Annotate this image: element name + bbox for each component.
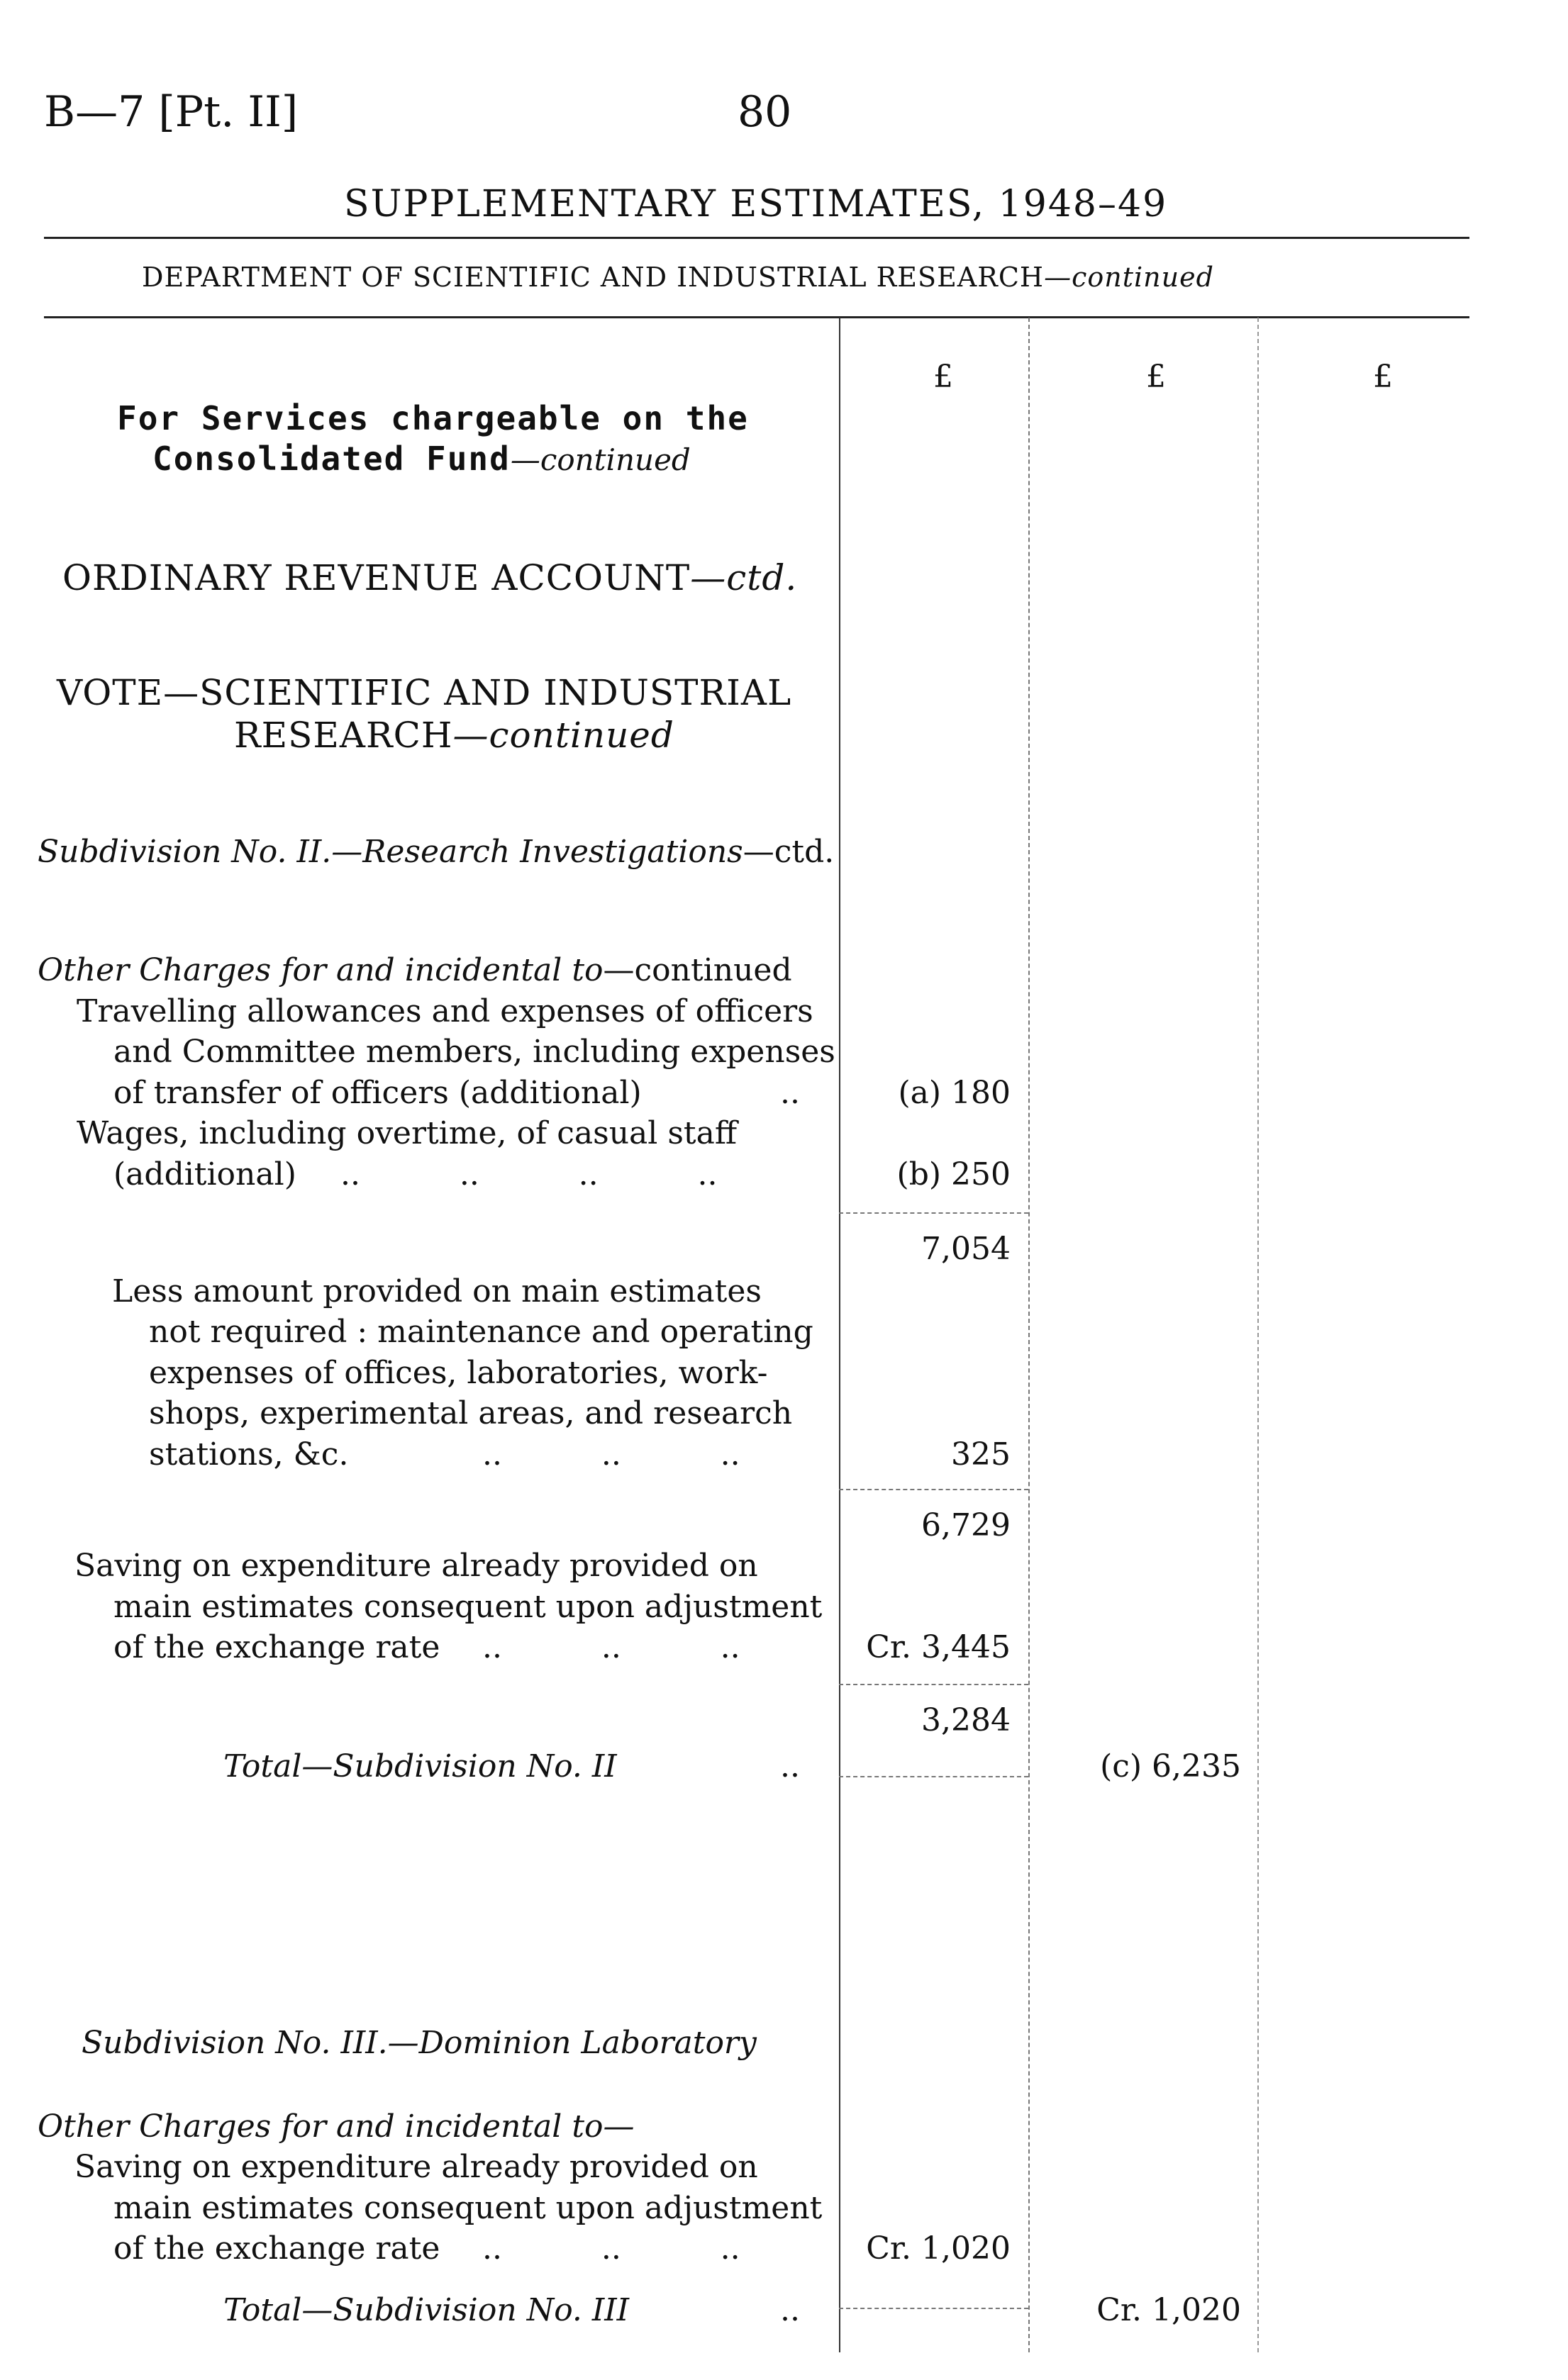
subdivision-2-suffix: —ctd. (743, 834, 835, 870)
saving-dots: .. .. .. (482, 1629, 740, 1665)
subdivision-3-other-charges: Other Charges for and incidental to— (38, 2108, 635, 2145)
wages-amount: (b) 250 (896, 1156, 1011, 1192)
header-rule (44, 316, 1469, 318)
other-charges-heading (38, 952, 792, 988)
saving-line-2: main estimates consequent upon adjustment (113, 1589, 823, 1625)
subdivision-3-saving-line-1: Saving on expenditure already provided on (74, 2149, 758, 2185)
subdivision-2-title: Subdivision No. II.—Research Investigations (38, 834, 743, 870)
total-subdivision-3-amount: Cr. 1,020 (1096, 2292, 1241, 2328)
less-line-4: shops, experimental areas, and research (149, 1395, 793, 1431)
subtotal-1: 7,054 (921, 1231, 1011, 1267)
services-fund: Consolidated Fund (152, 440, 511, 478)
subdivision-3-saving-dots: .. .. .. (482, 2230, 740, 2267)
less-line-1: Less amount provided on main estimates (112, 1273, 762, 1309)
department-name: DEPARTMENT OF SCIENTIFIC AND INDUSTRIAL RESEARCH (142, 262, 1045, 293)
other-charges-label: Other Charges for and incidental to (38, 952, 604, 988)
travel-line-2: and Committee members, including expenses (113, 1034, 835, 1070)
vote-name: RESEARCH (234, 715, 453, 756)
subdivision-3-saving-line-2: main estimates consequent upon adjustment (113, 2190, 823, 2226)
vote-heading-line-2 (234, 715, 674, 756)
column-2-heading: £ (1146, 359, 1166, 395)
wages-line-2: (additional) (113, 1156, 296, 1192)
services-heading-line-1: For Services chargeable on the (117, 399, 749, 437)
less-line-3: expenses of offices, laboratories, work- (149, 1355, 768, 1391)
subdivision-2-heading (38, 834, 835, 870)
total-subdivision-2-amount: (c) 6,235 (1100, 1748, 1241, 1784)
total-rule-subdivision-2 (839, 1776, 1028, 1777)
total-rule-subdivision-3 (839, 2308, 1028, 2309)
wages-line-1: Wages, including overtime, of casual staff (77, 1115, 738, 1151)
less-line-2: not required : maintenance and operating (149, 1314, 813, 1350)
saving-amount: Cr. 3,445 (866, 1629, 1011, 1665)
account-name: ORDINARY REVENUE ACCOUNT (62, 557, 691, 598)
travel-line-1: Travelling allowances and expenses of officers (77, 993, 813, 1029)
subtotal-3: 3,284 (921, 1702, 1011, 1738)
document-reference: B—7 [Pt. II] (44, 87, 299, 137)
services-suffix: —continued (510, 442, 691, 477)
less-dots: .. .. .. (482, 1436, 740, 1473)
department-suffix: —continued (1044, 262, 1214, 293)
total-subdivision-2-dots: .. (780, 1748, 800, 1784)
travel-line-3: of transfer of officers (additional) (113, 1075, 642, 1111)
less-amount: 325 (951, 1436, 1011, 1473)
subdivision-3-saving-amount: Cr. 1,020 (866, 2230, 1011, 2267)
subtotal-rule-1 (839, 1212, 1028, 1214)
total-subdivision-3-dots: .. (780, 2292, 800, 2328)
saving-line-1: Saving on expenditure already provided on (74, 1548, 758, 1584)
services-heading-line-2 (152, 440, 691, 478)
subtotal-2: 6,729 (921, 1507, 1011, 1543)
vote-suffix: —continued (452, 715, 674, 756)
other-charges-suffix: —continued (603, 952, 792, 988)
page-number: 80 (738, 87, 792, 137)
vote-heading-line-1: VOTE—SCIENTIFIC AND INDUSTRIAL (57, 672, 792, 713)
travel-amount: (a) 180 (898, 1075, 1011, 1111)
less-line-5: stations, &c. (149, 1436, 349, 1473)
total-subdivision-2-label: Total—Subdivision No. II (223, 1748, 617, 1784)
column-1-heading: £ (933, 359, 953, 395)
saving-line-3: of the exchange rate (113, 1629, 440, 1665)
account-heading (62, 557, 798, 598)
wages-dots: .. .. .. .. (340, 1156, 718, 1192)
page-title: SUPPLEMENTARY ESTIMATES, 1948–49 (344, 183, 1168, 225)
title-rule (44, 237, 1469, 239)
subdivision-3-saving-line-3: of the exchange rate (113, 2230, 440, 2267)
department-heading (142, 264, 1214, 291)
total-subdivision-3-label: Total—Subdivision No. III (223, 2292, 630, 2328)
column-rule-3 (1257, 318, 1259, 2352)
account-suffix: —ctd. (690, 557, 798, 598)
subtotal-rule-2 (839, 1489, 1028, 1490)
column-3-heading: £ (1373, 359, 1393, 395)
column-rule-1 (839, 318, 840, 2352)
subdivision-3-heading: Subdivision No. III.—Dominion Laboratory (82, 2025, 757, 2061)
travel-dots: .. (780, 1075, 800, 1111)
subtotal-rule-3 (839, 1684, 1028, 1685)
column-rule-2 (1028, 318, 1030, 2352)
